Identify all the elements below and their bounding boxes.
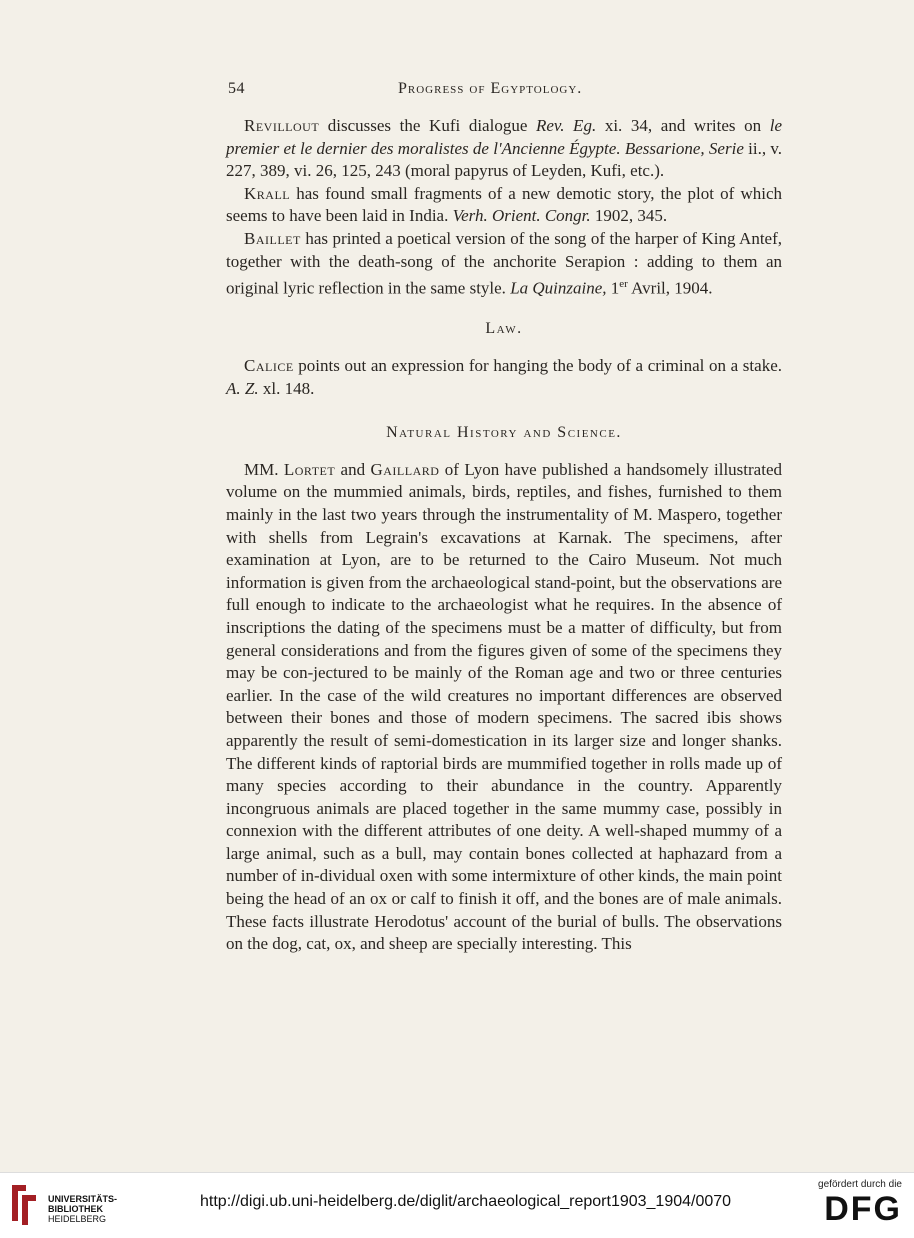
paragraph-baillet <box>226 228 782 300</box>
paragraph-krall <box>226 183 782 228</box>
paragraph-revillout <box>226 115 782 183</box>
section-heading-law: Law. <box>485 320 523 338</box>
author-name: Calice <box>244 356 294 375</box>
library-line-2: BIBLIOTHEK <box>48 1204 103 1214</box>
text: has found small fragments of a new demotic story, the plot of which seems to have been laid in India. <box>226 183 782 226</box>
citation: Rev. Eg. <box>535 116 597 135</box>
citation: Verh. Orient. Congr. <box>452 206 591 226</box>
work-title: le premier et le dernier des moralistes de l'Ancienne Égypte. <box>226 116 782 158</box>
library-line-3: HEIDELBERG <box>48 1214 107 1224</box>
author-name: Revillout <box>244 116 320 135</box>
author-name: Gaillard <box>370 459 440 479</box>
text: Avril, 1904. <box>627 278 713 298</box>
library-line-1: UNIVERSITÄTS- <box>48 1194 118 1204</box>
text: points out an expression for hanging the body of a criminal on a stake. <box>293 356 782 375</box>
funding-text: gefördert durch die <box>818 1179 902 1190</box>
text: xl. 148. <box>258 378 315 398</box>
library-logo[interactable] <box>8 1181 178 1231</box>
author-name: Krall <box>244 183 291 203</box>
citation: Bessarione, Serie <box>624 138 744 158</box>
section-heading-natural-history: Natural History and Science. <box>386 424 622 442</box>
body-text <box>226 115 782 956</box>
author-name: Lortet <box>283 459 336 479</box>
text: xi. 34, and writes on <box>596 116 770 135</box>
text: 1 <box>606 278 620 298</box>
text: and <box>335 459 371 479</box>
paragraph-calice <box>226 355 782 400</box>
running-title: Progress of Egyptology. <box>398 80 583 97</box>
text: has printed a poetical version of the song of the harper of King Antef, together with the death-song of the anchorite Serapion : adding to them an original lyric reflection in the same style. <box>226 228 782 298</box>
dfg-wordmark: DFG <box>824 1190 902 1228</box>
text: discusses the Kufi dialogue <box>319 116 536 135</box>
library-name <box>48 1194 117 1224</box>
permalink-url[interactable]: http://digi.ub.uni-heidelberg.de/diglit/archaeological_report1903_1904/0070 <box>200 1193 732 1210</box>
superscript: er <box>619 278 628 291</box>
text: MM. <box>244 459 284 479</box>
citation: A. Z. <box>226 378 259 398</box>
text: 1902, 345. <box>590 206 668 226</box>
text: of Lyon have published a handsomely illustrated volume on the mummied animals, birds, reptiles, and fishes, furnished to them mainly in the last two years through the instrumentality of M. Maspero, together with shells from Legrain's excavations at Karnak. The specimens, after examination at Lyon, are to be returned to the Cairo Museum. Not much information is given from the archaeological stand-point, but the observations are full enough to indicate to the archaeologist what he requires. In the absence of inscriptions the dating of the specimens must be a matter of difficulty, but from general considerations and from the figures given of some of the specimens they may be con-jectured to be mainly of the Roman age and two or three centuries earlier. In the case of the wild creatures no important differences are observed between their bones and those of modern specimens. The sacred ibis shows apparently the result of semi-domestication in its larger size and longer shanks. The different kinds of raptorial birds are mummified together in rolls made up of many species according to their abundance in the country. Apparently incongruous animals are placed together in the same mummy case, possibly in connexion with the different attributes of one deity. A well-shaped mummy of a large animal, such as a bull, may contain bones collected at haphazard from a number of in-dividual oxen with some intermixture of other kinds, the main point being the head of an ox or calf to finish it off, and the bones are of male animals. These facts illustrate Herodotus' account of the burial of bulls. The observations on the dog, cat, ox, and sheep are specially interesting. This <box>226 459 783 954</box>
citation: La Quinzaine, <box>510 278 607 298</box>
page-number: 54 <box>228 80 245 97</box>
dfg-logo[interactable] <box>802 1179 902 1234</box>
author-name: Baillet <box>244 228 301 248</box>
library-emblem-icon <box>8 1181 42 1227</box>
viewer-footer <box>0 1172 914 1238</box>
paragraph-lortet <box>226 459 782 956</box>
text: ii., v. 227, 389, vi. 26, 125, 243 (moral papyrus of Leyden, Kufi, etc.). <box>226 138 783 181</box>
